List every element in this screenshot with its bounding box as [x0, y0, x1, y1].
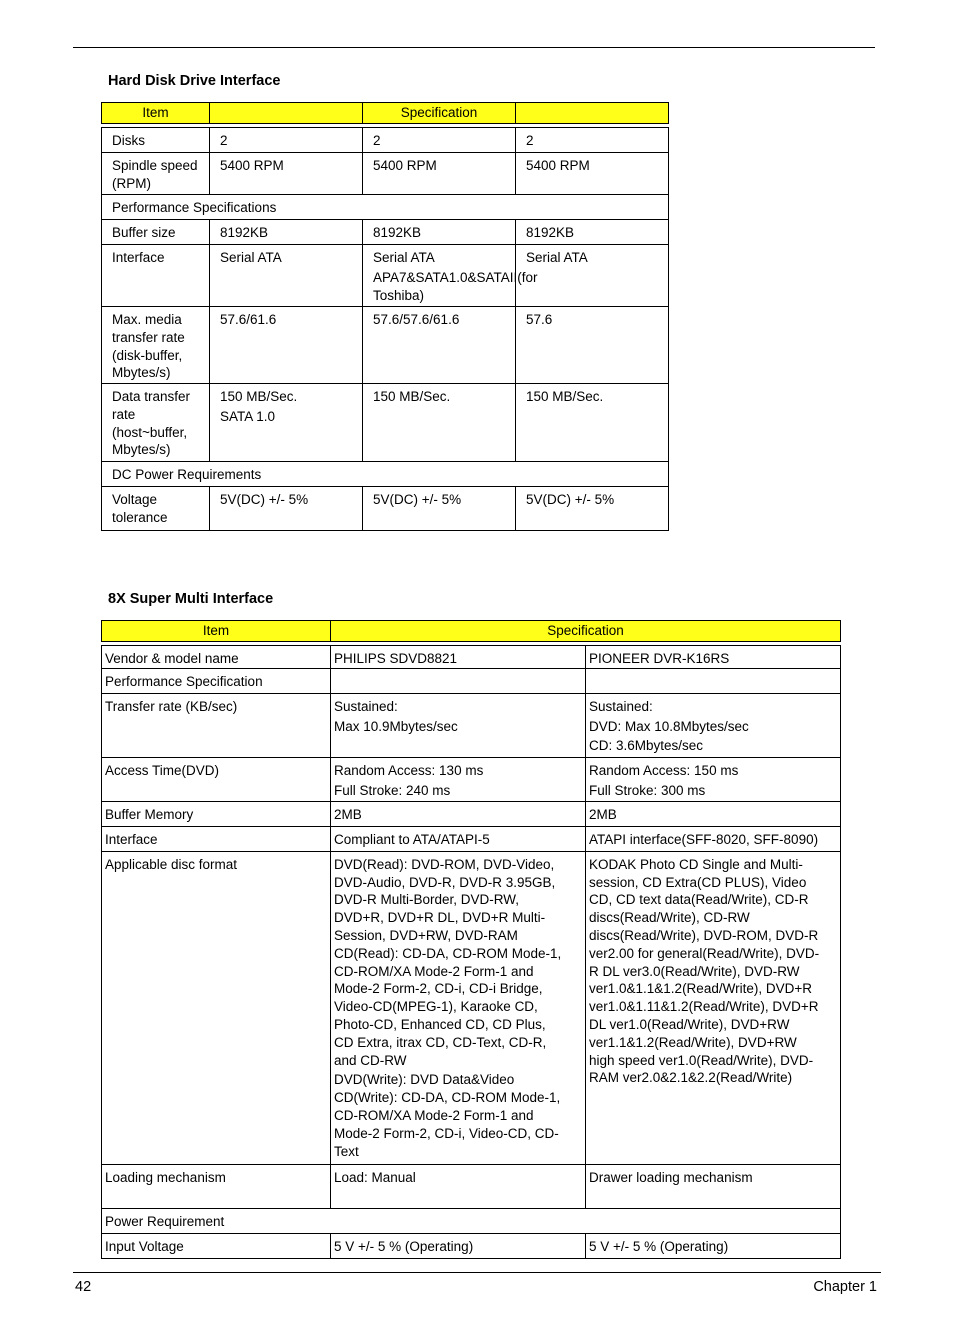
disc-format-cell-b [586, 851, 841, 1164]
cell-value: Random Access: 150 ms [589, 762, 739, 778]
disc-format-line: CD(Write): CD-DA, CD-ROM Mode-1, [334, 1090, 561, 1106]
hdd-section-title: Hard Disk Drive Interface [108, 73, 281, 89]
cell-value: 5 V +/- 5 % (Operating) [331, 1233, 586, 1258]
cell-value: 5V(DC) +/- 5% [220, 492, 309, 507]
cell-value: 5400 RPM [373, 158, 437, 173]
disc-format-line: CD(Read): CD-DA, CD-ROM Mode-1, [334, 945, 562, 961]
disc-format-line: Photo-CD, Enhanced CD, CD Plus, [334, 1016, 546, 1032]
cell-value: 8192KB [220, 225, 269, 240]
cell-value: DVD: Max 10.8Mbytes/sec [589, 718, 749, 734]
cell-value: Sustained: [334, 698, 398, 714]
cell-value: Random Access: 130 ms [334, 762, 484, 778]
odd-row-transfer [102, 693, 841, 757]
disc-format-line: DL ver1.0(Read/Write), DVD+RW [589, 1016, 790, 1032]
disc-format-line: DVD+R, DVD+R DL, DVD+R Multi- [334, 910, 546, 926]
cell-value: Serial ATA [373, 250, 435, 265]
cell-value: 5V(DC) +/- 5% [526, 492, 615, 507]
row-label: Data transfer rate (host~buffer, Mbytes/s) [102, 384, 210, 462]
disc-format-line: R DL ver3.0(Read/Write), DVD-RW [589, 963, 800, 979]
row-label: Buffer size [102, 220, 210, 245]
hdd-row [102, 245, 669, 307]
disc-format-line: DVD(Write): DVD Data&Video [334, 1072, 515, 1088]
row-label: Performance Specification [102, 668, 331, 693]
row-label: Loading mechanism [102, 1164, 331, 1208]
hdd-header-item: Item [102, 103, 210, 124]
cell-value: 2 [373, 133, 381, 148]
disc-format-line: DVD-Audio, DVD-R, DVD-R 3.95GB, [334, 874, 556, 890]
row-label: Interface [102, 826, 331, 851]
hdd-row [102, 128, 669, 153]
cell-value: Serial ATA [526, 250, 588, 265]
cell-value: PIONEER DVR-K16RS [586, 646, 841, 669]
row-label: Applicable disc format [102, 851, 331, 1164]
cell-value: Max 10.9Mbytes/sec [334, 718, 458, 734]
row-label: Input Voltage [102, 1233, 331, 1258]
hdd-header-row [102, 103, 669, 124]
cell-value: Drawer loading mechanism [586, 1164, 841, 1208]
hdd-row [102, 153, 669, 195]
disc-format-line: Mode-2 Form-2, CD-i, CD-i Bridge, [334, 981, 543, 997]
cell-value: 2 [526, 133, 534, 148]
disc-format-line: Video-CD(MPEG-1), Karaoke CD, [334, 999, 538, 1015]
disc-format-line: CD Extra, itrax CD, CD-Text, CD-R, [334, 1034, 547, 1050]
cell-value: CD: 3.6Mbytes/sec [589, 738, 704, 754]
cell-value: APA7&SATA1.0&SATAII(for Toshiba) [373, 269, 538, 303]
odd-row-power [102, 1208, 841, 1233]
cell-value: 150 MB/Sec. [220, 389, 298, 404]
cell-value: Compliant to ATA/ATAPI-5 [331, 826, 586, 851]
odd-row-buffer [102, 801, 841, 826]
hdd-row [102, 220, 669, 245]
row-label: Transfer rate (KB/sec) [102, 693, 331, 757]
hdd-section-row [102, 195, 669, 220]
hdd-header-blank [210, 103, 363, 124]
disc-format-line: ver2.00 for general(Read/Write), DVD- [589, 945, 820, 961]
section-label: DC Power Requirements [102, 462, 669, 487]
cell-value: Serial ATA [220, 250, 282, 265]
cell-value: 5400 RPM [220, 158, 284, 173]
cell-value: Full Stroke: 240 ms [334, 782, 451, 798]
disc-format-line: DVD(Read): DVD-ROM, DVD-Video, [334, 856, 555, 872]
cell-value: 5400 RPM [526, 158, 590, 173]
disc-format-cell-a [331, 851, 586, 1164]
odd-header-item: Item [102, 621, 331, 642]
cell-value: Sustained: [589, 698, 653, 714]
cell-value: 2MB [586, 801, 841, 826]
odd-row-vendor [102, 646, 841, 669]
bottom-rule [73, 1272, 881, 1273]
cell-value: PHILIPS SDVD8821 [331, 646, 586, 669]
cell-value: ATAPI interface(SFF-8020, SFF-8090) [586, 826, 841, 851]
odd-row-loading [102, 1164, 841, 1208]
disc-format-line: CD-ROM/XA Mode-2 Form-1 and [334, 963, 534, 979]
cell-value: 5 V +/- 5 % (Operating) [586, 1233, 841, 1258]
hdd-section-row [102, 462, 669, 487]
disc-format-line: RAM ver2.0&2.1&2.2(Read/Write) [589, 1070, 793, 1086]
hdd-spec-table [101, 102, 669, 531]
cell-value: Full Stroke: 300 ms [589, 782, 706, 798]
cell-value: 8192KB [373, 225, 422, 240]
odd-row-interface [102, 826, 841, 851]
odd-row-disc-format [102, 851, 841, 1164]
odd-section-title: 8X Super Multi Interface [108, 591, 274, 607]
disc-format-line: KODAK Photo CD Single and Multi- [589, 856, 803, 872]
cell-value: 150 MB/Sec. [373, 389, 451, 404]
hdd-row [102, 307, 669, 384]
cell-value: SATA 1.0 [220, 408, 276, 424]
page-number: 42 [75, 1279, 92, 1295]
row-label: Vendor & model name [102, 646, 331, 669]
row-label: Voltage tolerance [102, 487, 210, 531]
odd-spec-table [101, 620, 841, 1259]
row-label: Access Time(DVD) [102, 757, 331, 801]
section-label: Power Requirement [102, 1208, 841, 1233]
disc-format-line: high speed ver1.0(Read/Write), DVD- [589, 1052, 814, 1068]
disc-format-line: Text [334, 1143, 359, 1159]
chapter-label: Chapter 1 [813, 1279, 877, 1295]
disc-format-line: Mode-2 Form-2, CD-i, Video-CD, CD- [334, 1125, 559, 1141]
odd-header-spec: Specification [331, 621, 841, 642]
cell-value: 2 [220, 133, 228, 148]
hdd-row [102, 384, 669, 462]
cell-value: 8192KB [526, 225, 575, 240]
cell-value: 150 MB/Sec. [526, 389, 604, 404]
disc-format-line: and CD-RW [334, 1052, 407, 1068]
row-label: Max. media transfer rate (disk-buffer, Mbytes/s) [102, 307, 210, 384]
cell-value: 57.6 [526, 312, 553, 327]
disc-format-line: ver1.1&1.2(Read/Write), DVD+RW [589, 1034, 797, 1050]
hdd-header-blank [516, 103, 669, 124]
cell-value: Load: Manual [331, 1164, 586, 1208]
odd-row-voltage [102, 1233, 841, 1258]
section-label: Performance Specifications [102, 195, 669, 220]
disc-format-line: discs(Read/Write), DVD-ROM, DVD-R [589, 927, 819, 943]
disc-format-line: session, CD Extra(CD PLUS), Video [589, 874, 807, 890]
disc-format-line: ver1.0&1.1&1.2(Read/Write), DVD+R [589, 981, 812, 997]
disc-format-line: CD-ROM/XA Mode-2 Form-1 and [334, 1107, 534, 1123]
disc-format-line: CD, CD text data(Read/Write), CD-R [589, 892, 809, 908]
disc-format-line: Session, DVD+RW, DVD-RAM [334, 927, 518, 943]
hdd-row [102, 487, 669, 531]
cell-value: 57.6/61.6 [220, 312, 277, 327]
cell-value: 2MB [331, 801, 586, 826]
disc-format-line: discs(Read/Write), CD-RW [589, 910, 750, 926]
hdd-header-spec: Specification [363, 103, 516, 124]
top-rule [73, 47, 875, 48]
row-label: Interface [102, 245, 210, 307]
cell-value: 5V(DC) +/- 5% [373, 492, 462, 507]
odd-row-access [102, 757, 841, 801]
row-label: Disks [102, 128, 210, 153]
disc-format-line: ver1.0&1.11&1.2(Read/Write), DVD+R [589, 999, 819, 1015]
odd-row-performance [102, 668, 841, 693]
row-label: Spindle speed (RPM) [102, 153, 210, 195]
row-label: Buffer Memory [102, 801, 331, 826]
odd-header-row [102, 621, 841, 642]
disc-format-line: DVD-R Multi-Border, DVD-RW, [334, 892, 520, 908]
cell-value: 57.6/57.6/61.6 [373, 312, 460, 327]
